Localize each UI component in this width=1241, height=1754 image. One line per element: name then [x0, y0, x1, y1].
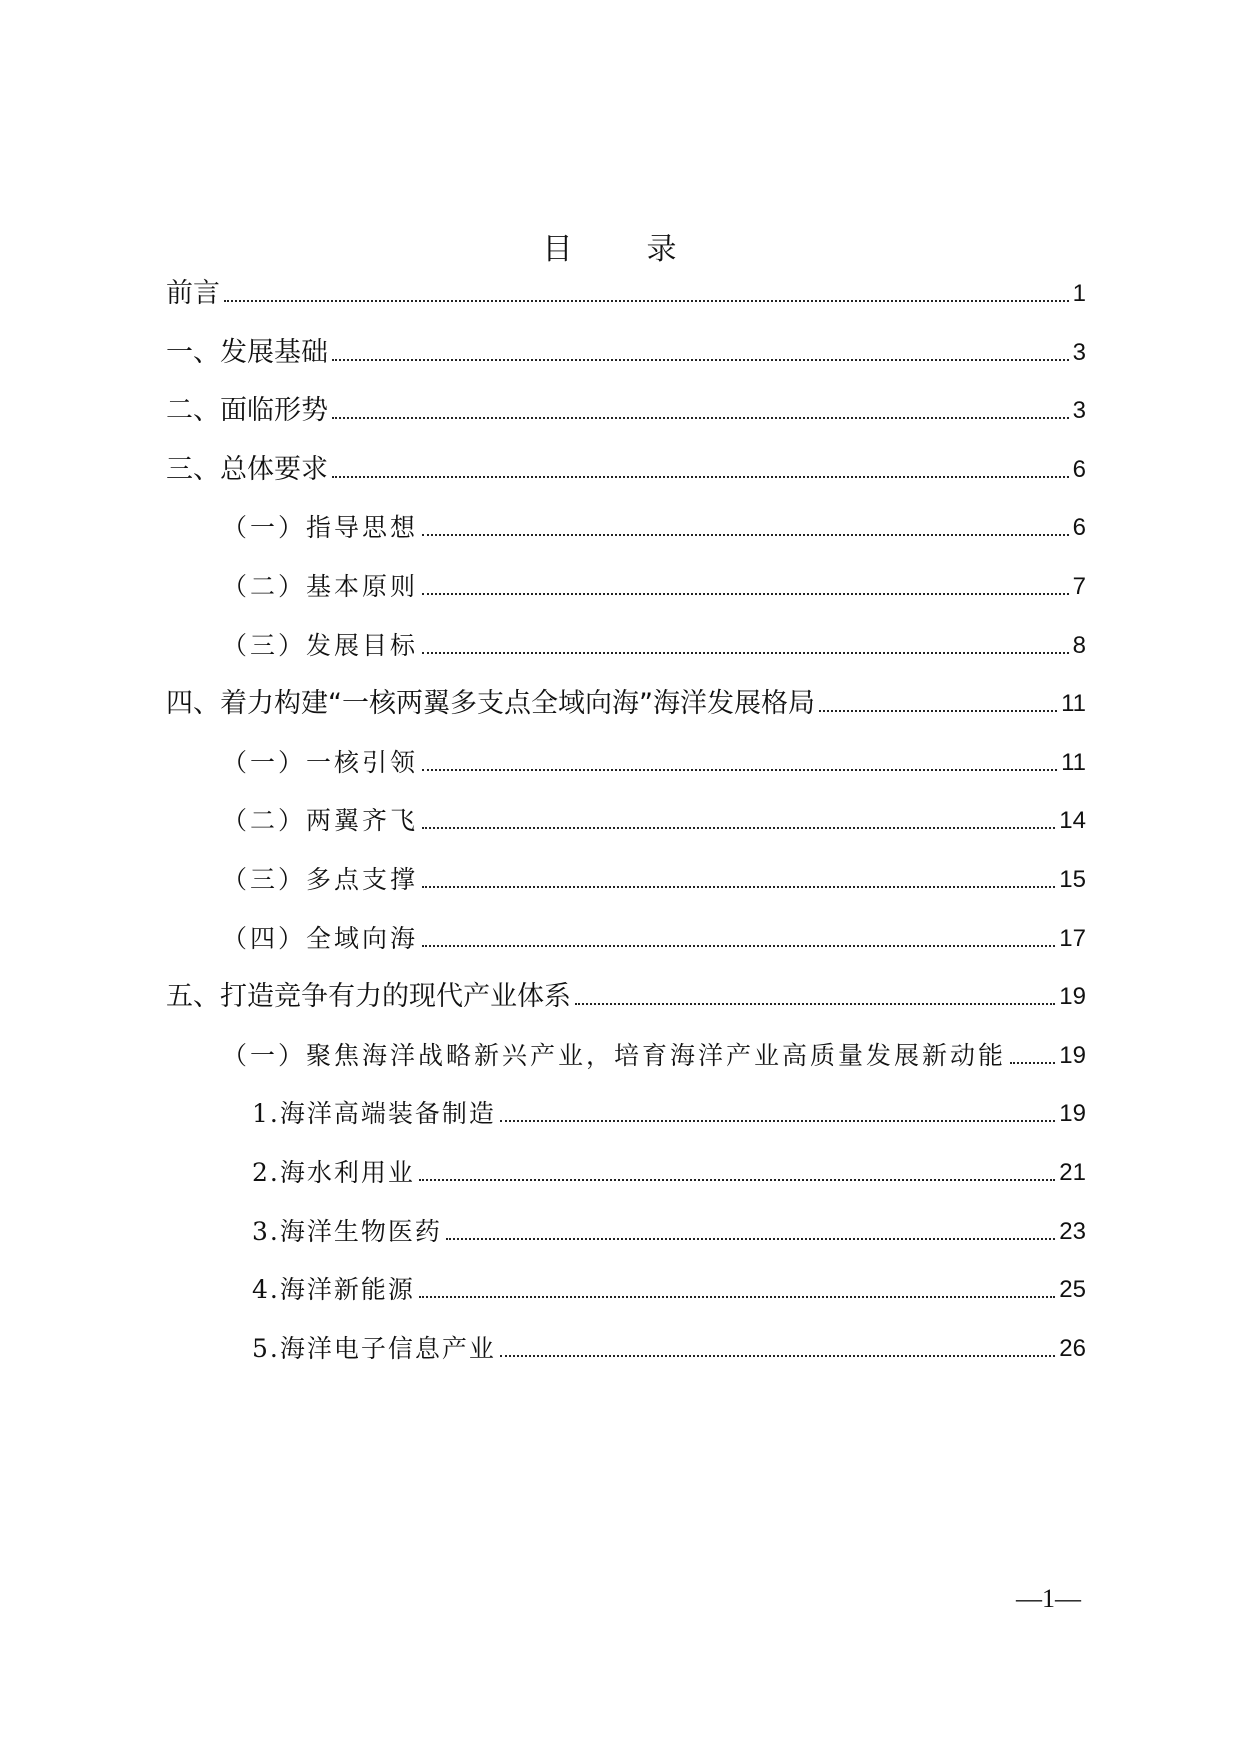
toc-entry[interactable]: [222, 914, 1086, 954]
toc-entry-label: （三）发展目标: [222, 631, 419, 660]
toc-entry-page: 19: [1059, 1100, 1086, 1127]
toc-entry[interactable]: [222, 562, 1086, 602]
toc-entry-label: 3.海洋生物医药: [252, 1217, 442, 1246]
toc-entry-page: 11: [1061, 690, 1086, 717]
toc-entry-label: 5.海洋电子信息产业: [252, 1334, 496, 1363]
toc-leader-dots: [575, 1003, 1055, 1005]
toc-entry[interactable]: [222, 621, 1086, 661]
toc-leader-dots: [446, 1238, 1055, 1240]
toc-entry-page: 7: [1072, 573, 1086, 600]
toc-entry-page: 25: [1059, 1276, 1086, 1303]
toc-entry[interactable]: [166, 679, 1086, 719]
toc-entry-page: 3: [1072, 339, 1086, 366]
toc-entry-page: 1: [1072, 280, 1086, 307]
toc-entry[interactable]: [222, 796, 1086, 836]
toc-entry[interactable]: [166, 445, 1086, 485]
toc-entry-label: 四、着力构建“一核两翼多支点全域向海”海洋发展格局: [166, 688, 815, 719]
toc-leader-dots: [224, 300, 1069, 302]
toc-entry-label: 4.海洋新能源: [252, 1275, 415, 1304]
toc-entry-page: 19: [1059, 1042, 1086, 1069]
toc-entry-page: 11: [1061, 749, 1086, 776]
toc-entry[interactable]: [252, 1324, 1086, 1364]
toc-entry-page: 8: [1072, 632, 1086, 659]
toc-entry[interactable]: [222, 1031, 1086, 1071]
toc-leader-dots: [500, 1355, 1055, 1357]
toc-leader-dots: [332, 417, 1069, 419]
toc-entry[interactable]: [166, 386, 1086, 426]
toc-entry-page: 6: [1072, 456, 1086, 483]
toc-leader-dots: [819, 710, 1057, 712]
toc-entry[interactable]: [166, 269, 1086, 309]
toc-entry-label: （一）一核引领: [222, 748, 419, 777]
toc-leader-dots: [419, 1296, 1055, 1298]
toc-leader-dots: [422, 769, 1057, 771]
toc-entry[interactable]: [166, 972, 1086, 1012]
toc-entry-label: （二）基本原则: [222, 572, 419, 601]
toc-entry-page: 17: [1059, 925, 1086, 952]
toc-leader-dots: [422, 652, 1069, 654]
toc-entry[interactable]: [252, 1265, 1086, 1305]
toc-entry[interactable]: [222, 503, 1086, 543]
toc-entry-label: 前言: [166, 278, 220, 309]
toc-entry-label: （一）聚焦海洋战略新兴产业，培育海洋产业高质量发展新动能: [222, 1041, 1007, 1070]
toc-title: 目 录: [542, 232, 699, 267]
toc-leader-dots: [419, 1179, 1055, 1181]
toc-entry-page: 3: [1072, 397, 1086, 424]
toc-leader-dots: [1010, 1062, 1055, 1064]
toc-entry-page: 23: [1059, 1218, 1086, 1245]
toc-leader-dots: [422, 593, 1069, 595]
toc-leader-dots: [332, 476, 1069, 478]
toc-entry-label: （二）两翼齐飞: [222, 806, 419, 835]
toc-leader-dots: [422, 886, 1055, 888]
toc-entry-page: 6: [1072, 514, 1086, 541]
toc-entry-page: 14: [1059, 807, 1086, 834]
toc-entry[interactable]: [252, 1148, 1086, 1188]
toc-entry-label: 五、打造竞争有力的现代产业体系: [166, 981, 571, 1012]
toc-entry-page: 19: [1059, 983, 1086, 1010]
toc-entry-page: 26: [1059, 1335, 1086, 1362]
toc-entry-label: （三）多点支撑: [222, 865, 419, 894]
toc-entry[interactable]: [222, 855, 1086, 895]
toc-entry[interactable]: [252, 1207, 1086, 1247]
toc-entry-label: 1.海洋高端装备制造: [252, 1099, 496, 1128]
toc-entry[interactable]: [252, 1089, 1086, 1129]
toc-leader-dots: [422, 827, 1055, 829]
toc-entry-label: 二、面临形势: [166, 395, 328, 426]
toc-leader-dots: [422, 534, 1069, 536]
toc-entry-label: （四）全域向海: [222, 924, 419, 953]
toc-entry-label: 一、发展基础: [166, 337, 328, 368]
toc-entry-label: 三、总体要求: [166, 454, 328, 485]
toc-entry-label: （一）指导思想: [222, 513, 419, 542]
page-number: —1—: [1016, 1584, 1081, 1613]
toc-entry[interactable]: [166, 328, 1086, 368]
toc-entry-page: 15: [1059, 866, 1086, 893]
toc-leader-dots: [500, 1120, 1055, 1122]
toc-leader-dots: [422, 945, 1055, 947]
toc-leader-dots: [332, 359, 1069, 361]
toc-entry-page: 21: [1059, 1159, 1086, 1186]
toc-entry-label: 2.海水利用业: [252, 1158, 415, 1187]
toc-entry[interactable]: [222, 738, 1086, 778]
